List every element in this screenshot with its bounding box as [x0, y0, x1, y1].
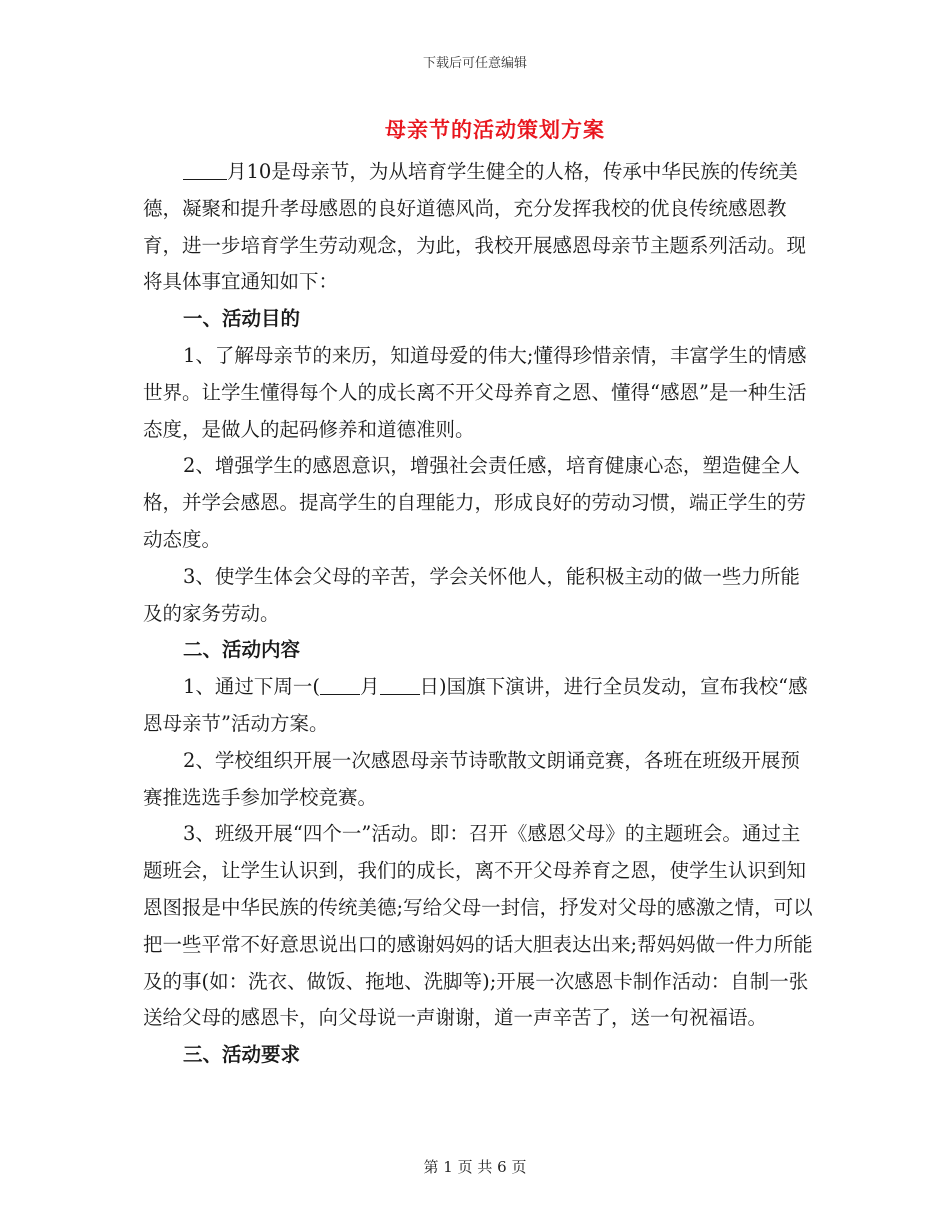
- content-item-1-part-b: 月: [360, 675, 380, 699]
- header-note: 下载后可任意编辑: [422, 56, 527, 71]
- purpose-item-1: 1、了解母亲节的来历，知道母爱的伟大;懂得珍惜亲情，丰富学生的情感世界。让学生懂得每个人的成长离不开父母养育之恩、懂得“感恩”是一种生活态度，是做人的起码修养和道德准则。: [143, 343, 807, 441]
- date-blank: [183, 160, 227, 181]
- content-item-1-part-c: 日)国旗下演讲，进行全员发动，宣布我校“感恩母亲节”活动方案。: [143, 675, 808, 735]
- section-heading-requirements: 三、活动要求: [183, 1043, 301, 1067]
- page-footer: 第 1 页 共 6 页: [423, 1158, 527, 1176]
- purpose-item-2: 2、增强学生的感恩意识，增强社会责任感，培育健康心态，塑造健全人格，并学会感恩。提高学生的自理能力，形成良好的劳动习惯，端正学生的劳动态度。: [143, 454, 807, 551]
- month-blank: [320, 675, 360, 696]
- content-item-3: 3、班级开展“四个一”活动。即：召开《感恩父母》的主题班会。通过主题班会，让学生认识到，我们的成长，离不开父母养育之恩，使学生认识到知恩图报是中华民族的传统美德;写给父母一封信，抒发对父母的感激之情，可以把一些平常不好意思说出口的感谢妈妈的话大胆表达出来;帮妈妈做一件力所能及的事(如：洗衣、做饭、拖地、洗脚等);开展一次感恩卡制作活动：自制一张送给父母的感恩卡，向父母说一声谢谢，道一声辛苦了，送一句祝福语。: [143, 822, 813, 1030]
- content-item-1: [143, 669, 813, 743]
- intro-text: 月10是母亲节，为从培育学生健全的人格，传承中华民族的传统美德，凝聚和提升孝母感恩的良好道德风尚，充分发挥我校的优良传统感恩教育，进一步培育学生劳动观念，为此，我校开展感恩母亲节主题系列活动。现将具体事宜通知如下：: [143, 160, 807, 294]
- purpose-item-3: 3、使学生体会父母的辛苦，学会关怀他人，能积极主动的做一些力所能及的家务劳动。: [143, 564, 800, 625]
- content-item-1-part-a: 1、通过下周一(: [183, 675, 321, 699]
- document-title: 母亲节的活动策划方案: [385, 117, 605, 142]
- intro-paragraph: [143, 154, 813, 301]
- document-body: [143, 154, 813, 1074]
- content-item-2: 2、学校组织开展一次感恩母亲节诗歌散文朗诵竞赛，各班在班级开展预赛推选选手参加学校竞赛。: [143, 748, 800, 809]
- day-blank: [380, 675, 420, 696]
- section-heading-purpose: 一、活动目的: [183, 307, 301, 331]
- section-heading-content: 二、活动内容: [183, 638, 301, 662]
